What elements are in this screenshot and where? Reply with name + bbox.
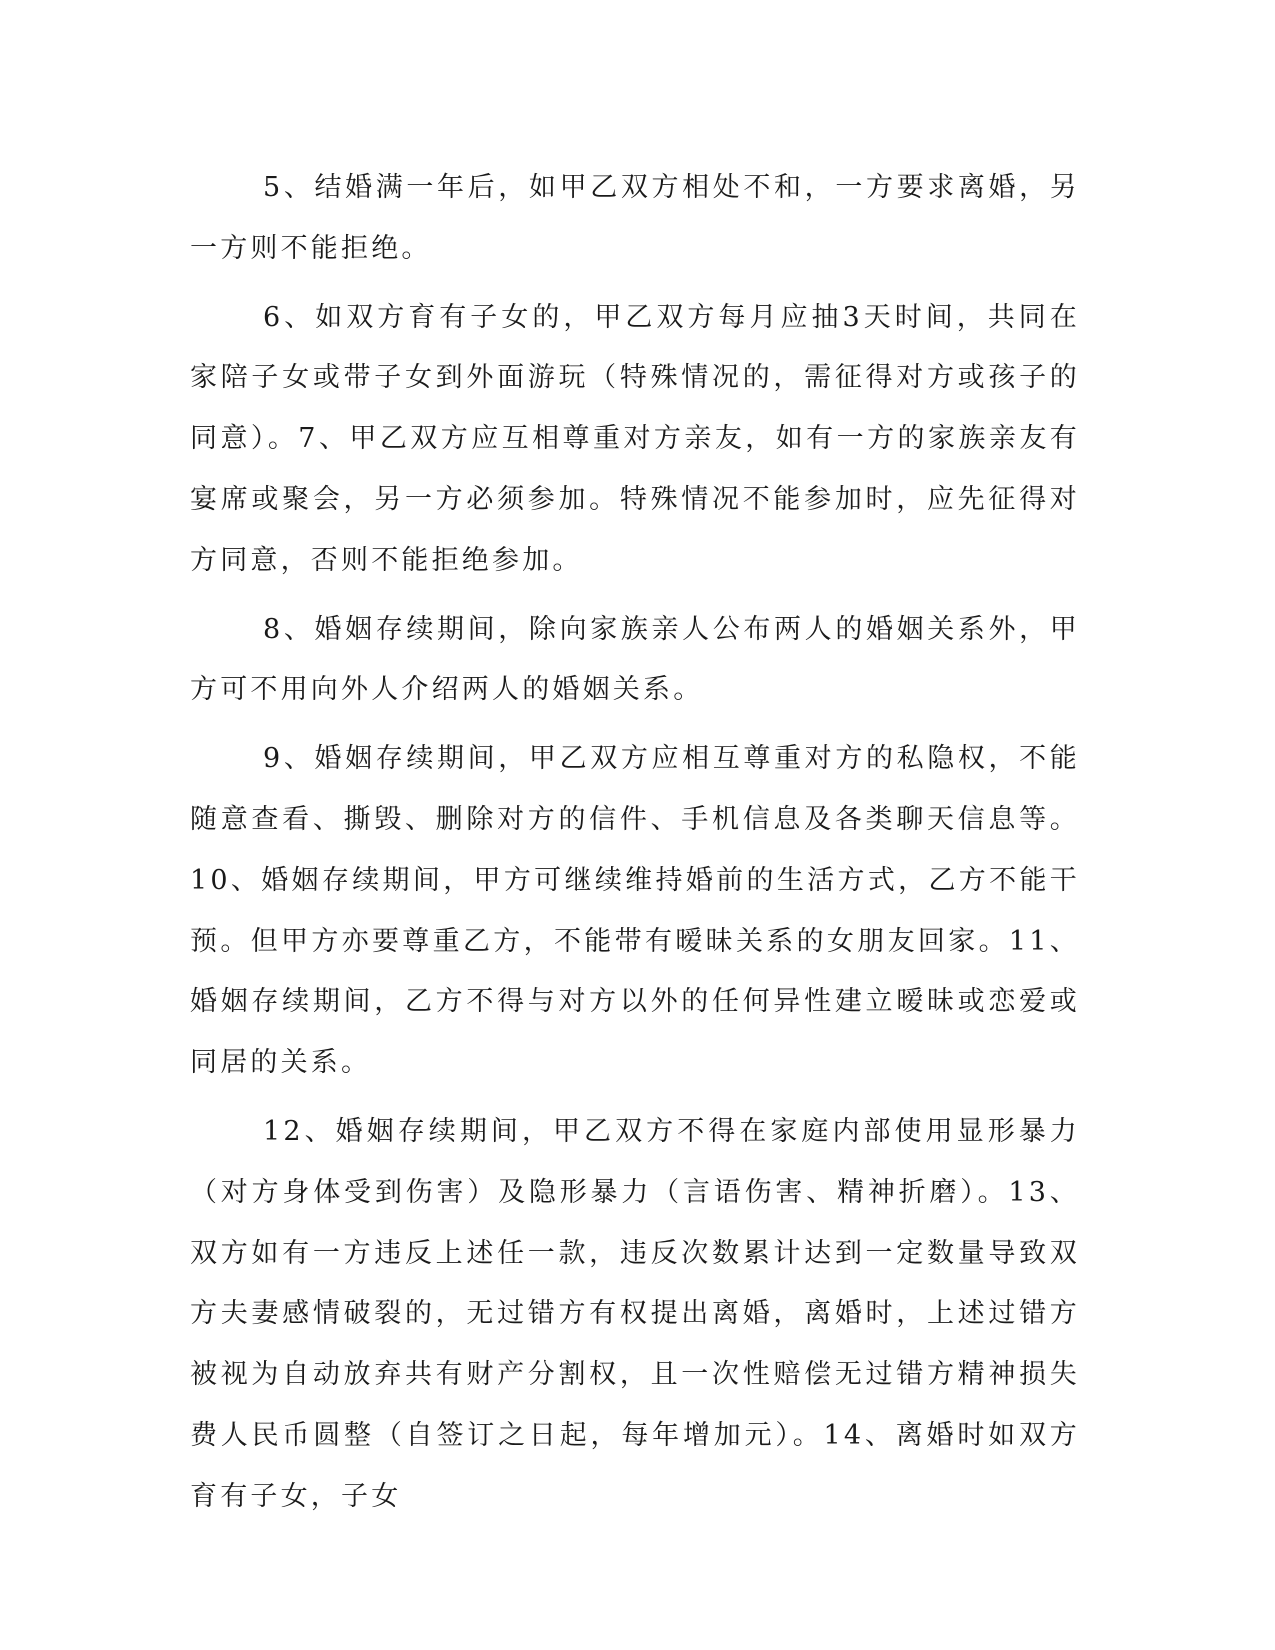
paragraph-clause-6-7: 6、如双方育有子女的，甲乙双方每月应抽3天时间，共同在家陪子女或带子女到外面游玩（特殊情况的，需征得对方或孩子的同意）。7、甲乙双方应互相尊重对方亲友，如有一方的家族亲友有宴席或聚会，另一方必须参加。特殊情况不能参加时，应先征得对方同意，否则不能拒绝参加。	[190, 301, 1080, 576]
document-body	[190, 158, 1080, 1536]
paragraph-clause-5: 5、结婚满一年后，如甲乙双方相处不和，一方要求离婚，另一方则不能拒绝。	[190, 172, 1080, 264]
paragraph-clause-12-14: 12、婚姻存续期间，甲乙双方不得在家庭内部使用显形暴力（对方身体受到伤害）及隐形暴力（言语伤害、精神折磨）。13、双方如有一方违反上述任一款，违反次数累计达到一定数量导致双方夫妻感情破裂的，无过错方有权提出离婚，离婚时，上述过错方被视为自动放弃共有财产分割权，且一次性赔偿无过错方精神损失费人民币圆整（自签订之日起，每年增加元）。14、离婚时如双方育有子女，子女	[190, 1115, 1080, 1512]
paragraph-clause-9-11: 9、婚姻存续期间，甲乙双方应相互尊重对方的私隐权，不能随意查看、撕毁、删除对方的信件、手机信息及各类聊天信息等。10、婚姻存续期间，甲方可继续维持婚前的生活方式，乙方不能干预。但甲方亦要尊重乙方，不能带有暧昧关系的女朋友回家。11、婚姻存续期间，乙方不得与对方以外的任何异性建立暧昧或恋爱或同居的关系。	[190, 743, 1080, 1079]
paragraph-clause-8: 8、婚姻存续期间，除向家族亲人公布两人的婚姻关系外，甲方可不用向外人介绍两人的婚姻关系。	[190, 613, 1080, 706]
